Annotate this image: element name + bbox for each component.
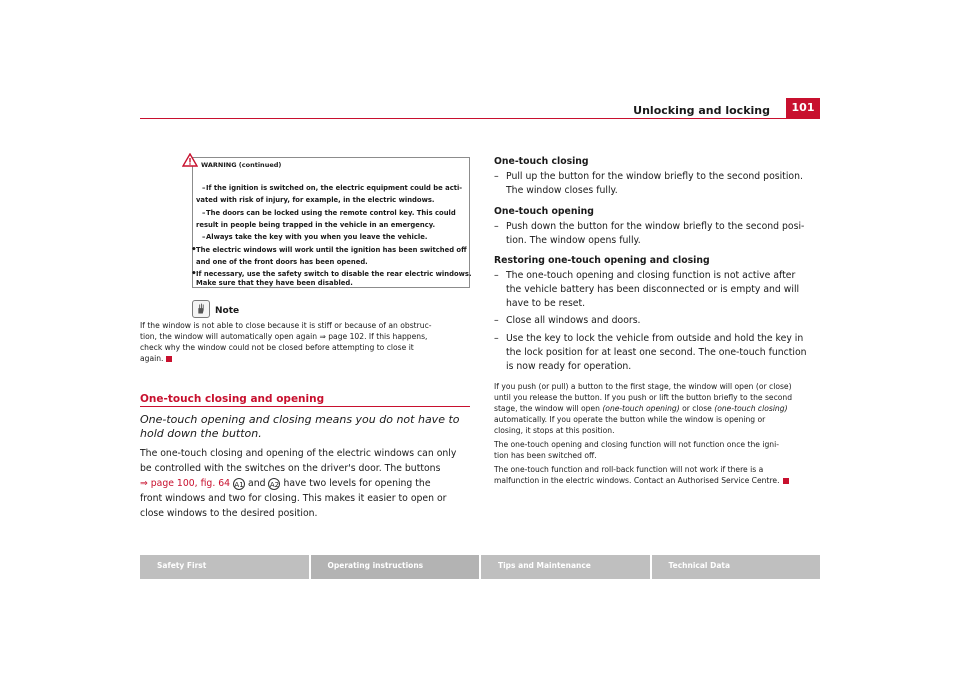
- page-number: 101: [786, 98, 820, 118]
- section-lead: One-touch opening and closing means you do not have to: [140, 413, 460, 426]
- list-item: – Use the key to lock the vehicle from outside and hold the key in: [494, 333, 804, 344]
- list-item-cont: is now ready for operation.: [506, 361, 632, 372]
- note-label: Note: [215, 306, 240, 316]
- body-line-with-ref: [140, 476, 431, 492]
- end-of-section-icon: [783, 478, 789, 484]
- running-header-title: Unlocking and locking: [633, 104, 770, 117]
- list-item: – Pull up the button for the window briefly to the second position.: [494, 171, 803, 182]
- heading-restoring: Restoring one-touch opening and closing: [494, 255, 710, 266]
- warning-line: • If necessary, use the safety switch to disable the rear electric windows.: [196, 268, 468, 280]
- small-text: until you release the button. If you push or lift the button briefly to the second: [494, 393, 793, 402]
- callout-a2: A2: [268, 478, 280, 490]
- body-line: front windows and two for closing. This makes it easier to open or: [140, 493, 447, 504]
- warning-line: Make sure that they have been disabled.: [196, 279, 353, 287]
- body-line: The one-touch closing and opening of the electric windows can only: [140, 448, 457, 459]
- warning-title: WARNING (continued): [201, 161, 282, 169]
- note-line: If the window is not able to close because it is stiff or because of an obstruc-: [140, 321, 432, 330]
- list-item: – Close all windows and doors.: [494, 315, 641, 326]
- list-item-cont: tion. The window opens fully.: [506, 235, 641, 246]
- heading-one-touch-opening: One-touch opening: [494, 206, 594, 217]
- warning-box: [192, 157, 470, 288]
- footer-tab-technical-data[interactable]: Technical Data: [652, 555, 821, 579]
- conjunction: and: [248, 478, 266, 489]
- body-text: have two levels for opening the: [283, 478, 431, 489]
- small-text: closing, it stops at this position.: [494, 426, 615, 435]
- warning-line: vated with risk of injury, for example, in the electric windows.: [196, 196, 435, 204]
- warning-line: result in people being trapped in the vehicle in an emergency.: [196, 221, 436, 229]
- small-text-mixed: stage, the window will open (one-touch opening) or close (one-touch closing): [494, 404, 788, 413]
- note-line-text: again.: [140, 354, 164, 363]
- italic-term: (one-touch closing): [714, 404, 788, 413]
- heading-one-touch-closing: One-touch closing: [494, 156, 589, 167]
- warning-triangle-icon: [182, 153, 198, 167]
- footer-tab-tips-maintenance[interactable]: Tips and Maintenance: [481, 555, 652, 579]
- small-text-last: malfunction in the electric windows. Contact an Authorised Service Centre.: [494, 475, 789, 487]
- warning-line: and one of the front doors has been opened.: [196, 258, 368, 266]
- callout-a1: A1: [233, 478, 245, 490]
- small-text: The one-touch function and roll-back function will not work if there is a: [494, 465, 764, 474]
- list-item-cont: have to be reset.: [506, 298, 586, 309]
- warning-line: – If the ignition is switched on, the electric equipment could be acti-: [196, 182, 478, 194]
- section-rule: [140, 406, 470, 407]
- body-line: be controlled with the switches on the driver's door. The buttons: [140, 463, 441, 474]
- footer-tab-operating-instructions[interactable]: Operating instructions: [311, 555, 482, 579]
- note-line: tion, the window will automatically open again ⇒ page 102. If this happens,: [140, 332, 428, 341]
- section-lead: hold down the button.: [140, 427, 262, 440]
- list-item-cont: The window closes fully.: [506, 185, 618, 196]
- page-reference-link[interactable]: ⇒ page 100, fig. 64: [140, 478, 231, 489]
- list-item: – The one-touch opening and closing function is not active after: [494, 270, 796, 281]
- italic-term: (one-touch opening): [602, 404, 680, 413]
- small-text: If you push (or pull) a button to the first stage, the window will open (or close): [494, 382, 792, 391]
- warning-line: • The electric windows will work until the ignition has been switched off: [196, 244, 468, 256]
- body-line: close windows to the desired position.: [140, 508, 318, 519]
- footer-nav: [140, 555, 820, 579]
- list-item-cont: the lock position for at least one second. The one-touch function: [506, 347, 807, 358]
- section-title: One-touch closing and opening: [140, 393, 325, 405]
- note-line-last: [140, 353, 470, 365]
- list-item: – Push down the button for the window briefly to the second posi-: [494, 221, 805, 232]
- small-text: The one-touch opening and closing function will not function once the igni-: [494, 440, 779, 449]
- note-line: check why the window could not be closed before attempting to close it: [140, 343, 414, 352]
- small-text: automatically. If you operate the button while the window is opening or: [494, 415, 766, 424]
- warning-line: – Always take the key with you when you leave the vehicle.: [196, 231, 478, 243]
- header-rule: [140, 118, 820, 119]
- small-text: tion has been switched off.: [494, 451, 597, 460]
- footer-tab-safety-first[interactable]: Safety First: [140, 555, 311, 579]
- end-of-section-icon: [166, 356, 172, 362]
- note-hand-icon: [192, 300, 210, 318]
- list-item-cont: the vehicle battery has been disconnected or is empty and will: [506, 284, 800, 295]
- warning-line: – The doors can be locked using the remote control key. This could: [196, 207, 478, 219]
